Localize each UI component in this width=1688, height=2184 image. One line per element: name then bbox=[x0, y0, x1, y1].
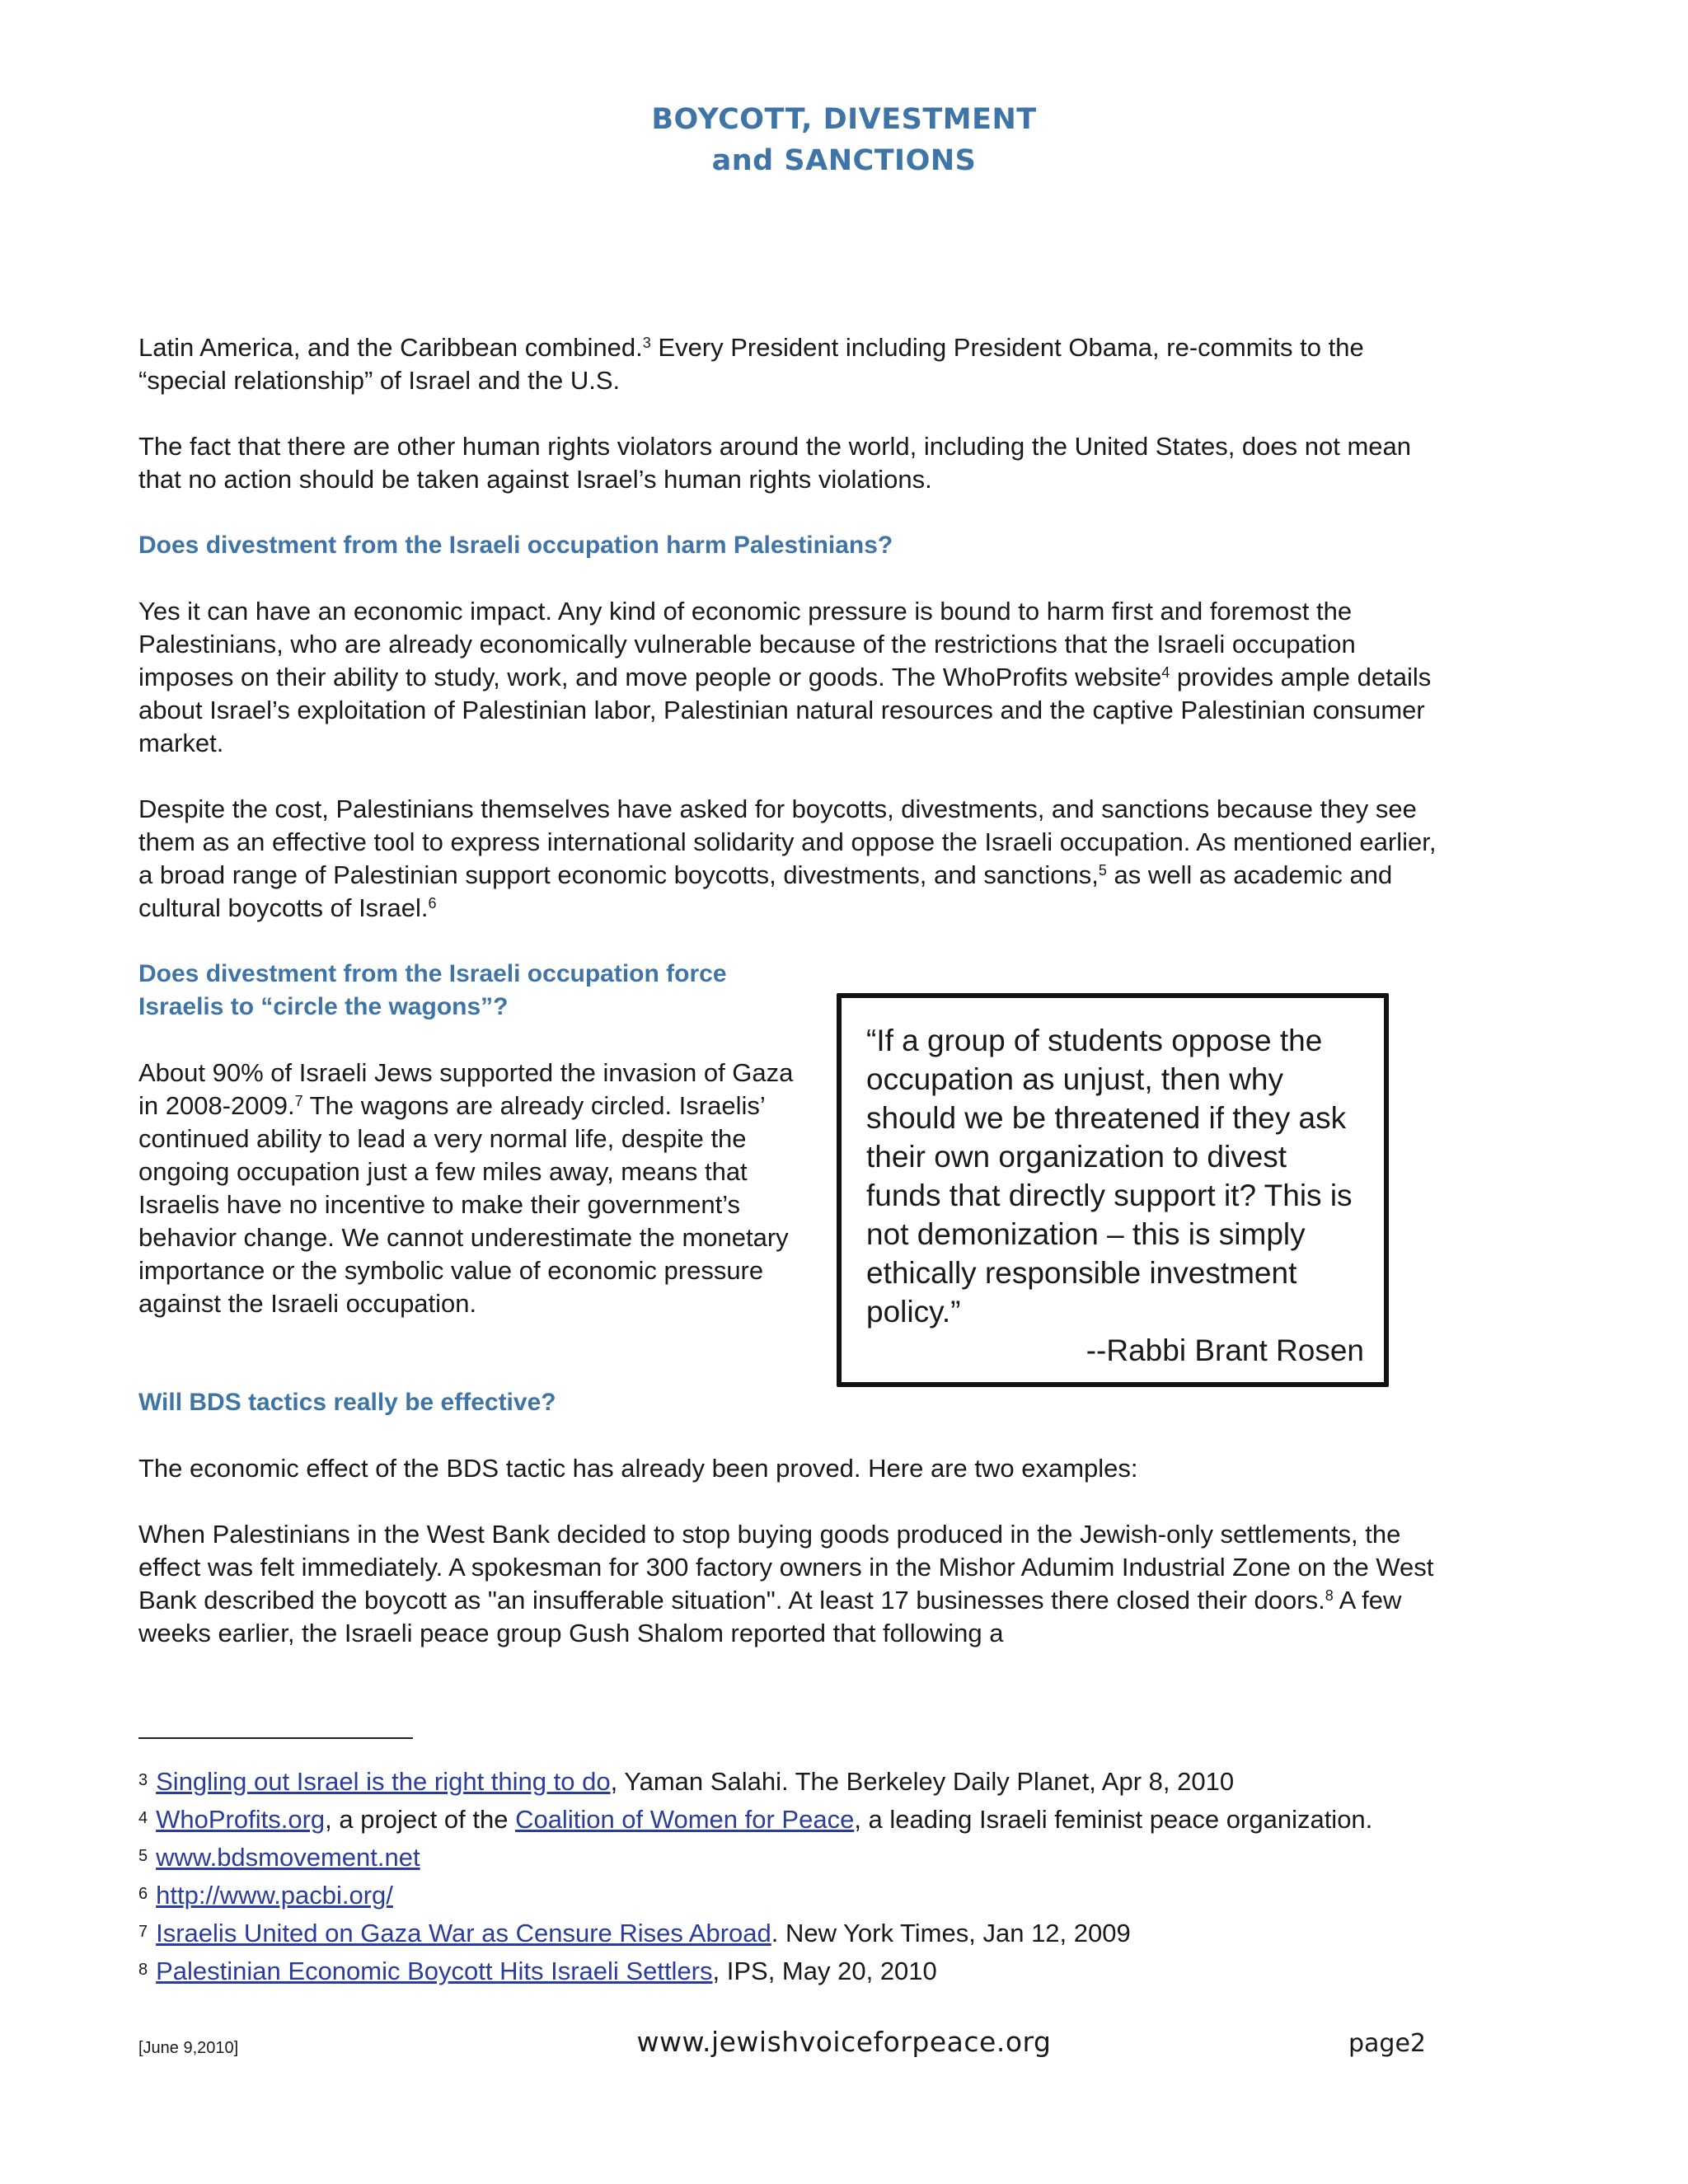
title-line-1: BOYCOTT, DIVESTMENT bbox=[651, 103, 1037, 136]
footnote-8: 8 Palestinian Economic Boycott Hits Israeli Settlers, IPS, May 20, 2010 bbox=[138, 1957, 937, 1985]
paragraph-5: About 90% of Israeli Jews supported the invasion of Gaza in 2008-2009.$^7$ The wagons are already circled. Israelis’ continued ability to lead a very normal life, despite the ongoing occupation just a few miles away, means that Israelis have no incentive to make their government’s behavior change. We cannot underestimate the monetary importance or the symbolic value of economic pressure against the Israeli occupation. bbox=[138, 1058, 794, 1318]
footnote-7-link[interactable]: Israelis United on Gaza War as Censure Rises Abroad bbox=[156, 1919, 771, 1947]
footnote-7: 7 Israelis United on Gaza War as Censure Rises Abroad. New York Times, Jan 12, 2009 bbox=[138, 1919, 1131, 1947]
footnote-3: 3 Singling out Israel is the right thing to do, Yaman Salahi. The Berkeley Daily Planet, Apr 8, 2010 bbox=[138, 1767, 1235, 1796]
footnote-6-link[interactable]: http://www.pacbi.org/ bbox=[156, 1881, 393, 1910]
footer-url: www.jewishvoiceforpeace.org bbox=[636, 2026, 1052, 2058]
pull-quote-box bbox=[837, 993, 1389, 1387]
footer-page-number: page2 bbox=[1348, 2029, 1426, 2058]
footnote-5: 5 www.bdsmovement.net bbox=[138, 1843, 420, 1872]
section-heading-harm: Does divestment from the Israeli occupation harm Palestinians? bbox=[138, 532, 893, 559]
document-title bbox=[0, 99, 1688, 181]
paragraph-4: Despite the cost, Palestinians themselves have asked for boycotts, divestments, and sanctions because they see them as an effective tool to express international solidarity and oppose the Israeli occupation. As mentioned earlier, a broad range of Palestinian support economic boycotts, divestments, and sanctions,$^5$ as well as academic and cultural boycotts of Israel.$^6$ bbox=[138, 794, 1437, 922]
footnote-4-link[interactable]: WhoProfits.org bbox=[156, 1805, 326, 1834]
paragraph-6: The economic effect of the BDS tactic has already been proved. Here are two examples: bbox=[138, 1454, 1138, 1483]
footnote-3-link[interactable]: Singling out Israel is the right thing to do bbox=[156, 1767, 611, 1796]
pull-quote-text: “If a group of students oppose the occupation as unjust, then why should we be threatened if they ask their own organization to divest funds that directly support it? This is not demonization – this is simply ethically responsible investment policy.” bbox=[866, 1024, 1353, 1329]
footnote-6: 6 http://www.pacbi.org/ bbox=[138, 1881, 393, 1910]
footnote-5-link[interactable]: www.bdsmovement.net bbox=[156, 1843, 420, 1872]
paragraph-1: Latin America, and the Caribbean combined.$^3$ Every President including President Obama, re-commits to the “special relationship” of Israel and the U.S. bbox=[138, 333, 1364, 395]
footnote-4: 4 WhoProfits.org, a project of the Coalition of Women for Peace, a leading Israeli feminist peace organization. bbox=[138, 1805, 1373, 1834]
title-line-2: and SANCTIONS bbox=[711, 144, 977, 177]
footnotes-list bbox=[138, 1762, 1540, 1990]
footnote-8-link[interactable]: Palestinian Economic Boycott Hits Israeli Settlers bbox=[156, 1957, 713, 1985]
paragraph-2: The fact that there are other human rights violators around the world, including the United States, does not mean that no action should be taken against Israel’s human rights violations. bbox=[138, 432, 1412, 494]
footnote-divider bbox=[138, 1737, 413, 1739]
pull-quote-attribution: --Rabbi Brant Rosen bbox=[1085, 1333, 1364, 1367]
paragraph-7: When Palestinians in the West Bank decided to stop buying goods produced in the Jewish-only settlements, the effect was felt immediately. A spokesman for 300 factory owners in the Mishor Adumim Industrial Zone on the West Bank described the boycott as "an insufferable situation". At least 17 businesses there closed their doors.$^8$ A few weeks earlier, the Israeli peace group Gush Shalom reported that following a bbox=[138, 1520, 1434, 1647]
section-heading-wagons: Does divestment from the Israeli occupation force Israelis to “circle the wagons”? bbox=[138, 960, 727, 1020]
footnote-4-link-2[interactable]: Coalition of Women for Peace bbox=[515, 1805, 855, 1834]
paragraph-3: Yes it can have an economic impact. Any kind of economic pressure is bound to harm first and foremost the Palestinians, who are already economically vulnerable because of the restrictions that the Israeli occupation imposes on their ability to study, work, and move people or goods. The WhoProfits website$^4$ provides ample details about Israel’s exploitation of Palestinian labor, Palestinian natural resources and the captive Palestinian consumer market. bbox=[138, 597, 1432, 757]
footer-date: [June 9,2010] bbox=[138, 2039, 239, 2057]
section-heading-effective: Will BDS tactics really be effective? bbox=[138, 1389, 556, 1416]
